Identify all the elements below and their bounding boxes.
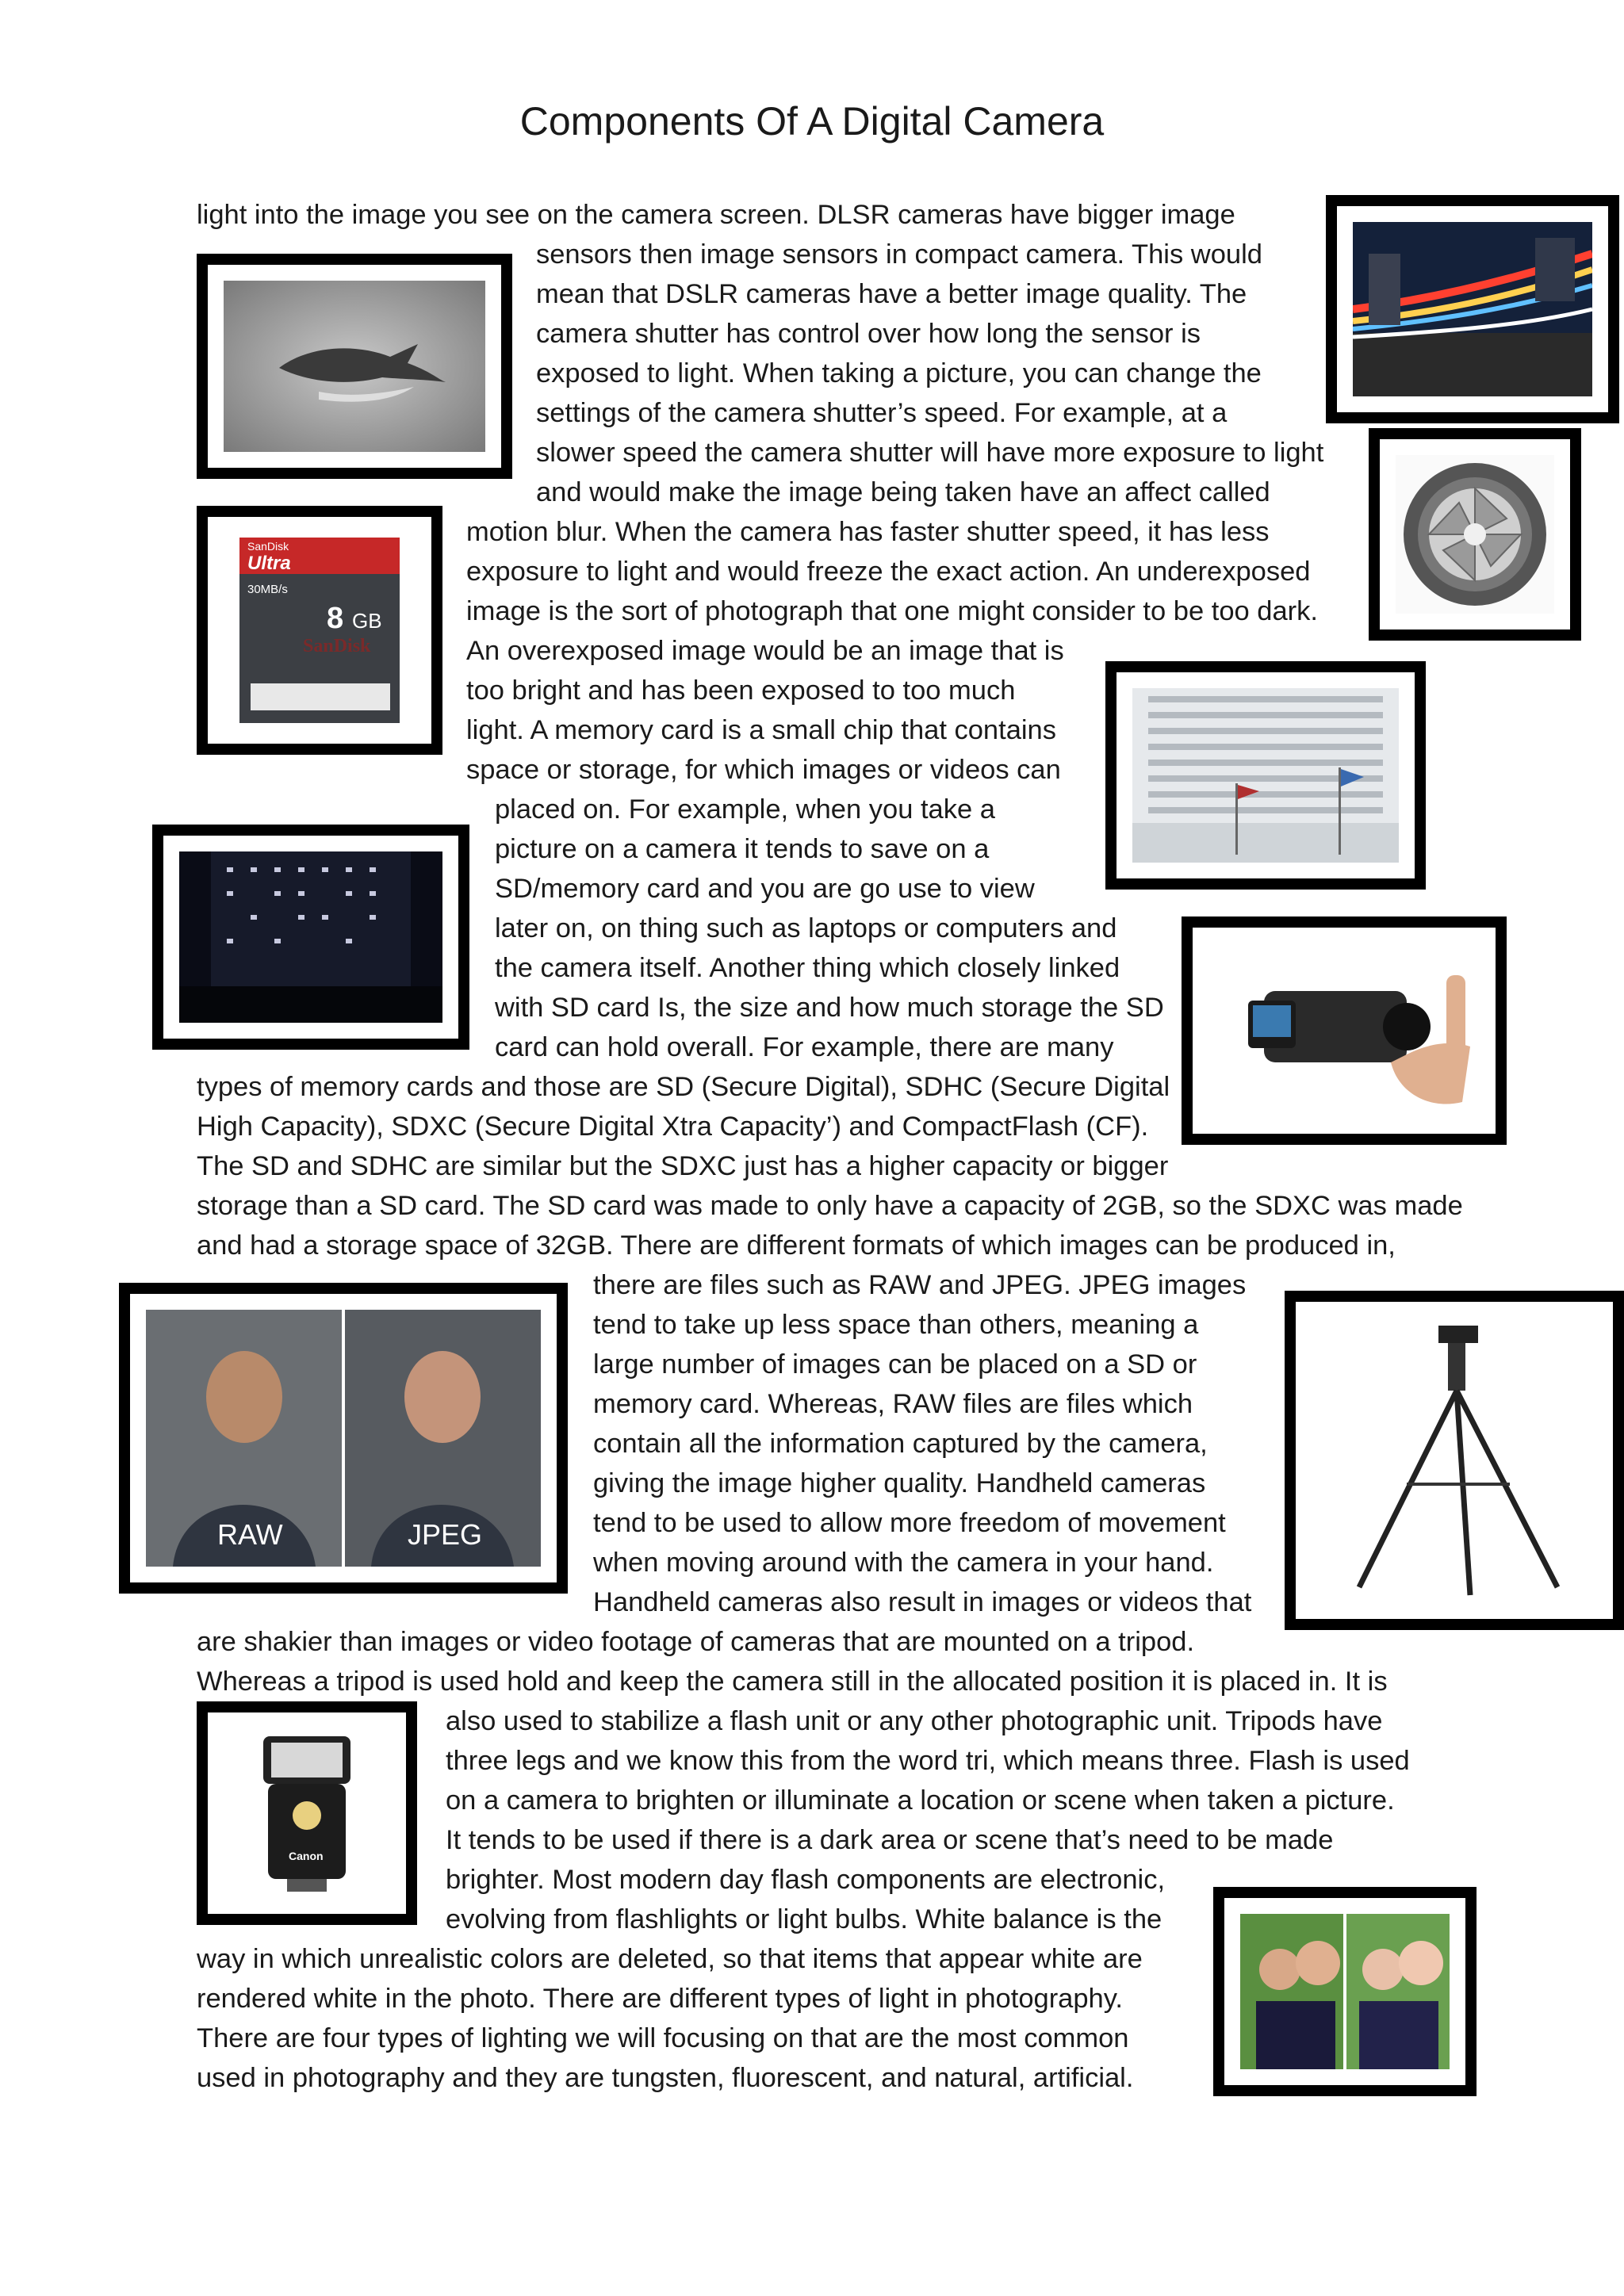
flash-unit-photo — [197, 1701, 417, 1925]
night-building-photo — [152, 825, 469, 1050]
body-line: with SD card Is, the size and how much storage the SD — [495, 993, 1164, 1023]
sd-card-unit: GB — [352, 609, 382, 633]
body-line: the camera itself. Another thing which closely linked — [495, 953, 1120, 983]
body-line: on a camera to brighten or illuminate a location or scene when taken a picture. — [446, 1785, 1395, 1816]
body-line: exposure to light and would freeze the exact action. An underexposed — [466, 557, 1311, 587]
body-line: settings of the camera shutter’s speed. For example, at a — [536, 398, 1228, 428]
body-line: exposed to light. When taking a picture, you can change the — [536, 358, 1262, 388]
body-line: large number of images can be placed on a SD or — [593, 1349, 1197, 1380]
body-line: contain all the information captured by the camera, — [593, 1429, 1208, 1459]
body-line: there are files such as RAW and JPEG. JPEG images — [593, 1270, 1247, 1300]
body-line: Handheld cameras also result in images or videos that — [593, 1587, 1252, 1617]
body-line: later on, on thing such as laptops or computers and — [495, 913, 1117, 943]
body-line: High Capacity), SDXC (Secure Digital Xtra Capacity’) and CompactFlash (CF). — [197, 1112, 1149, 1142]
body-line: storage than a SD card. The SD card was made to only have a capacity of 2GB, so the SDXC was made — [197, 1191, 1463, 1221]
body-line: used in photography and they are tungsten, fluorescent, and natural, artificial. — [197, 2063, 1134, 2093]
body-line: giving the image higher quality. Handheld cameras — [593, 1468, 1206, 1498]
shutter-aperture-icon — [1369, 428, 1581, 641]
body-line: and had a storage space of 32GB. There are different formats of which images can be produced in, — [197, 1230, 1396, 1261]
body-line: types of memory cards and those are SD (Secure Digital), SDHC (Secure Digital — [197, 1072, 1170, 1102]
body-line: way in which unrealistic colors are deleted, so that items that appear white are — [197, 1944, 1143, 1974]
sd-card-photo — [197, 506, 442, 755]
body-line: placed on. For example, when you take a — [495, 794, 995, 825]
building-photo — [1105, 661, 1426, 890]
dolphin-photo — [197, 254, 512, 479]
body-line: when moving around with the camera in your hand. — [593, 1548, 1214, 1578]
body-line: also used to stabilize a flash unit or any other photographic unit. Tripods have — [446, 1706, 1383, 1736]
body-line: are shakier than images or video footage of cameras that are mounted on a tripod. — [197, 1627, 1195, 1657]
body-line: card can hold overall. For example, there are many — [495, 1032, 1114, 1062]
body-line: rendered white in the photo. There are different types of light in photography. — [197, 1984, 1124, 2014]
body-line: The SD and SDHC are similar but the SDXC just has a higher capacity or bigger — [197, 1151, 1169, 1181]
body-line: brighter. Most modern day flash components are electronic, — [446, 1865, 1166, 1895]
body-line: slower speed the camera shutter will have more exposure to light — [536, 438, 1324, 468]
body-line: picture on a camera it tends to save on a — [495, 834, 990, 864]
body-line: An overexposed image would be an image that is — [466, 636, 1064, 666]
body-line: tend to be used to allow more freedom of movement — [593, 1508, 1226, 1538]
light-trails-photo — [1326, 195, 1619, 423]
jpeg-label: JPEG — [408, 1518, 483, 1551]
page-title: Components Of A Digital Camera — [519, 99, 1105, 144]
sd-card-brand: SanDisk — [247, 540, 289, 553]
sd-card-speed: 30MB/s — [247, 583, 288, 596]
body-line: light into the image you see on the camera screen. DLSR cameras have bigger image — [197, 200, 1235, 230]
body-line: three legs and we know this from the word tri, which means three. Flash is used — [446, 1746, 1410, 1776]
body-line: light. A memory card is a small chip that contains — [466, 715, 1056, 745]
body-line: too bright and has been exposed to too much — [466, 675, 1016, 706]
flash-brand: Canon — [289, 1850, 324, 1862]
body-line: mean that DSLR cameras have a better image quality. The — [536, 279, 1247, 309]
white-balance-photo — [1213, 1887, 1477, 2096]
raw-jpeg-photo — [119, 1283, 568, 1594]
body-line: camera shutter has control over how long the sensor is — [536, 319, 1201, 349]
body-line: tend to take up less space than others, meaning a — [593, 1310, 1199, 1340]
body-line: It tends to be used if there is a dark area or scene that’s need to be made — [446, 1825, 1334, 1855]
tripod-photo — [1285, 1291, 1624, 1630]
body-line: Whereas a tripod is used hold and keep the camera still in the allocated position it is placed in. It is — [197, 1667, 1388, 1697]
body-line: evolving from flashlights or light bulbs. White balance is the — [446, 1904, 1162, 1934]
body-line: space or storage, for which images or videos can — [466, 755, 1061, 785]
body-line: SD/memory card and you are go use to view — [495, 874, 1035, 904]
body-line: sensors then image sensors in compact camera. This would — [536, 239, 1262, 270]
body-line: and would make the image being taken have an affect called — [536, 477, 1270, 507]
body-line: There are four types of lighting we will focusing on that are the most common — [197, 2023, 1129, 2053]
body-line: image is the sort of photograph that one might consider to be too dark. — [466, 596, 1318, 626]
sd-card-line: Ultra — [247, 553, 291, 574]
sd-card-capacity: 8 — [327, 602, 344, 635]
camcorder-photo — [1182, 916, 1507, 1145]
body-line: motion blur. When the camera has faster shutter speed, it has less — [466, 517, 1270, 547]
body-line: memory card. Whereas, RAW files are files which — [593, 1389, 1193, 1419]
sd-card-logo: SanDisk — [303, 636, 371, 656]
raw-label: RAW — [217, 1518, 283, 1551]
